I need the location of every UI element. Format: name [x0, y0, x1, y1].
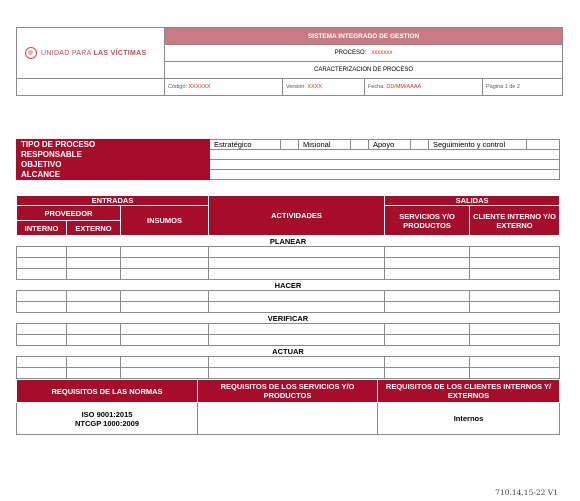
table-row: [17, 324, 560, 335]
objetivo-field[interactable]: [210, 160, 560, 170]
clientes-value[interactable]: Internos: [378, 403, 560, 435]
version-field: Versión: XXXX: [283, 79, 365, 96]
page-number: Página 1 de 2: [483, 79, 563, 96]
table-row: [17, 368, 560, 379]
logo: [17, 47, 164, 59]
date-field: Fecha: DD/MM/AAAA: [365, 79, 483, 96]
requirements-table: [16, 379, 560, 435]
section-actuar: ACTUAR: [17, 346, 560, 357]
system-title: SISTEMA INTEGRADO DE GESTION: [165, 28, 563, 45]
cliente-header: CLIENTE INTERNO Y/O EXTERNO: [470, 206, 560, 236]
process-line: PROCESO: xxxxxxx: [165, 45, 563, 62]
interno-header: INTERNO: [17, 221, 67, 236]
section-hacer: HACER: [17, 280, 560, 291]
document-code: 710.14.15-22 V1: [495, 488, 558, 497]
logo-cell: [17, 28, 165, 79]
logo-text: UNIDAD PARA LAS VÍCTIMAS: [41, 49, 147, 57]
section-planear: PLANEAR: [17, 236, 560, 247]
servicios-requirements-header: REQUISITOS DE LOS SERVICIOS Y/O PRODUCTOS: [198, 380, 378, 403]
table-row: [17, 247, 560, 258]
table-row: [17, 258, 560, 269]
entradas-header: ENTRADAS: [17, 196, 209, 206]
process-info-table: [16, 139, 560, 180]
table-row: [17, 302, 560, 313]
table-row: [17, 269, 560, 280]
objetivo-label: OBJETIVO: [17, 160, 210, 170]
checkbox-estrategico[interactable]: [281, 140, 299, 150]
checkbox-apoyo[interactable]: [411, 140, 429, 150]
table-row: [17, 357, 560, 368]
checkbox-misional[interactable]: [351, 140, 369, 150]
proveedor-header: PROVEEDOR: [17, 206, 121, 221]
servicios-value[interactable]: [198, 403, 378, 435]
normas-header: REQUISITOS DE LAS NORMAS: [17, 380, 198, 403]
normas-value[interactable]: [17, 403, 198, 435]
alcance-label: ALCANCE: [17, 170, 210, 180]
option-estrategico: Estratégico: [210, 140, 281, 150]
header-blank: [17, 79, 165, 96]
responsable-field[interactable]: [210, 150, 560, 160]
table-row: [17, 291, 560, 302]
externo-header: EXTERNO: [67, 221, 121, 236]
salidas-header: SALIDAS: [385, 196, 560, 206]
seal-icon: [25, 47, 37, 59]
alcance-field[interactable]: [210, 170, 560, 180]
table-row: [17, 335, 560, 346]
norma-ntcgp: NTCGP 1000:2009: [74, 418, 140, 428]
checkbox-seguimiento[interactable]: [527, 140, 560, 150]
code-field: Código: XXXXXX: [165, 79, 283, 96]
option-seguimiento: Seguimiento y control: [429, 140, 527, 150]
option-apoyo: Apoyo: [369, 140, 411, 150]
clientes-requirements-header: REQUISITOS DE LOS CLIENTES INTERNOS Y/ EXTERNOS: [378, 380, 560, 403]
servicios-header: SERVICIOS Y/O PRODUCTOS: [385, 206, 470, 236]
document-header: [16, 27, 563, 96]
insumos-header: INSUMOS: [121, 206, 209, 236]
norma-iso: ISO 9001:2015: [81, 409, 133, 419]
document-subtitle: CARACTERIZACION DE PROCESO: [165, 62, 563, 79]
section-verificar: VERIFICAR: [17, 313, 560, 324]
option-misional: Misional: [299, 140, 351, 150]
tipo-proceso-label: TIPO DE PROCESO: [17, 140, 210, 150]
responsable-label: RESPONSABLE: [17, 150, 210, 160]
actividades-header: ACTIVIDADES: [209, 196, 385, 236]
process-table: [16, 195, 560, 379]
